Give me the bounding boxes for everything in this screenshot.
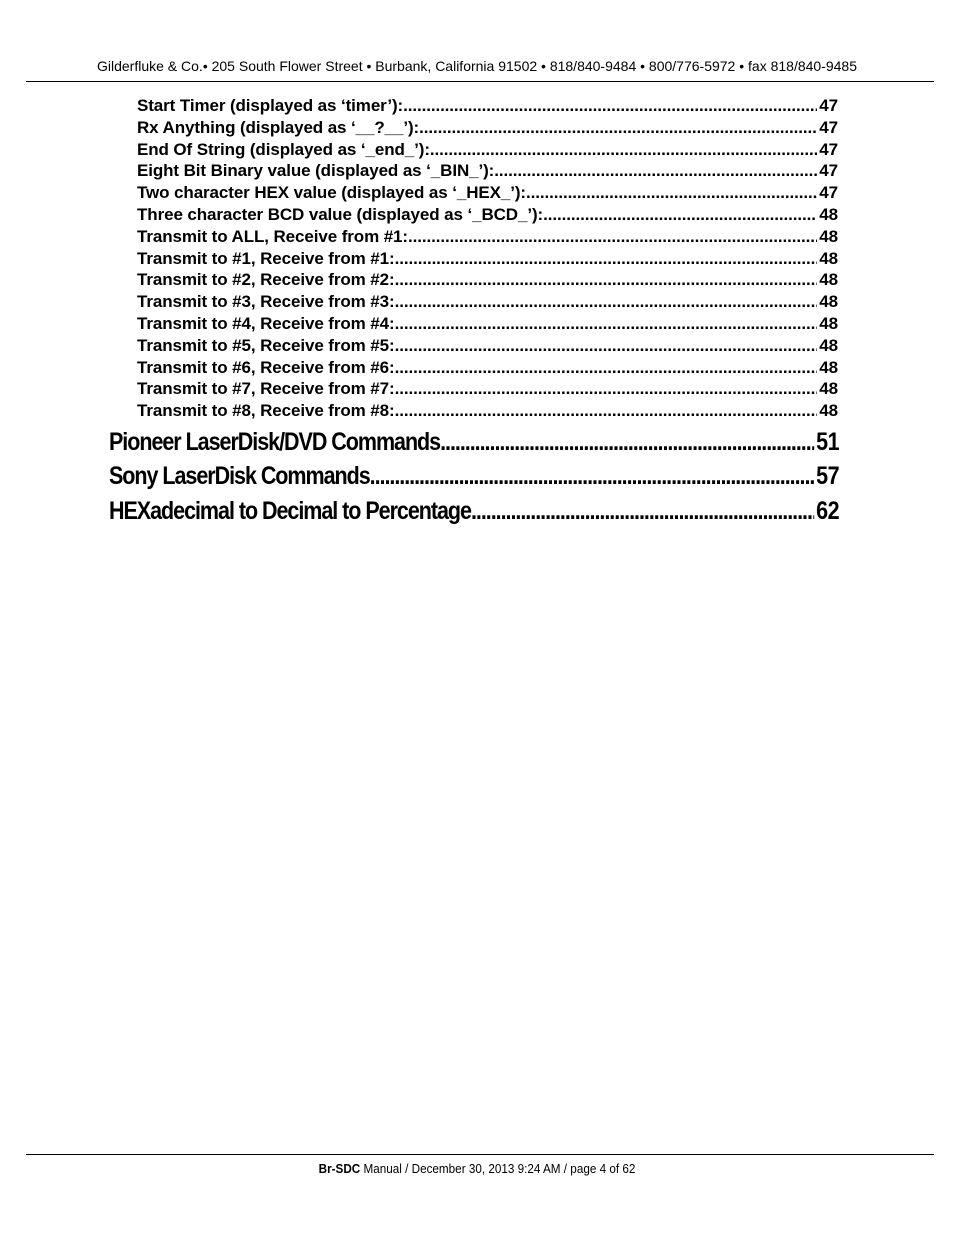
toc-entry[interactable]: [137, 378, 838, 400]
toc-leader-dots: [526, 182, 817, 204]
toc-entry[interactable]: [137, 400, 838, 422]
toc-entry-label: Transmit to #1, Receive from #1:: [137, 248, 395, 268]
footer-divider: [26, 1154, 934, 1155]
toc-entry[interactable]: [137, 117, 838, 139]
page-footer: [48, 1161, 907, 1177]
toc-section-page: 62: [816, 496, 840, 525]
toc-entry-page: 48: [819, 248, 838, 268]
toc-entry[interactable]: [137, 182, 838, 204]
toc-entry-label: Transmit to ALL, Receive from #1:: [137, 226, 408, 246]
toc-entry-page: 48: [819, 313, 838, 333]
toc-entry-label: Rx Anything (displayed as ‘__?__’):: [137, 117, 420, 137]
toc-entry-page: 48: [819, 357, 838, 377]
table-of-contents: [0, 95, 954, 528]
toc-entry-label: End Of String (displayed as ‘_end_’):: [137, 139, 430, 159]
toc-section-label: Sony LaserDisk Commands: [109, 462, 370, 491]
toc-leader-dots: [370, 459, 815, 494]
toc-entry-label: Two character HEX value (displayed as ‘_HEX_’):: [137, 183, 526, 203]
toc-entry-page: 48: [819, 226, 838, 246]
toc-entry[interactable]: [137, 95, 838, 117]
toc-entry[interactable]: [137, 335, 838, 357]
toc-entry-page: 47: [819, 139, 838, 159]
toc-leader-dots: [395, 248, 818, 270]
toc-entry-label: Eight Bit Binary value (displayed as ‘_BIN_’):: [137, 161, 495, 181]
toc-entry[interactable]: [137, 139, 838, 161]
toc-entry-page: 48: [819, 292, 838, 312]
toc-leader-dots: [440, 425, 814, 460]
toc-entry-page: 48: [819, 270, 838, 290]
toc-entry-page: 48: [819, 401, 838, 421]
toc-section-page: 51: [816, 427, 840, 456]
toc-leader-dots: [494, 160, 817, 182]
toc-leader-dots: [395, 291, 818, 313]
toc-entry-page: 47: [819, 117, 838, 137]
toc-entry-page: 47: [819, 183, 838, 203]
toc-entry-page: 47: [819, 161, 838, 181]
toc-entry[interactable]: [137, 248, 838, 270]
toc-leader-dots: [419, 117, 817, 139]
toc-entry[interactable]: [137, 357, 838, 379]
toc-leader-dots: [543, 204, 817, 226]
toc-entry[interactable]: [137, 160, 838, 182]
toc-entry[interactable]: [137, 204, 838, 226]
toc-entry-label: Transmit to #2, Receive from #2:: [137, 270, 395, 290]
toc-leader-dots: [408, 226, 817, 248]
toc-leader-dots: [403, 95, 817, 117]
footer-product-name: Br-SDC: [318, 1161, 361, 1176]
toc-entry[interactable]: [137, 269, 838, 291]
toc-section-label: HEXadecimal to Decimal to Percentage: [109, 496, 471, 525]
toc-entry[interactable]: [137, 226, 838, 248]
toc-leader-dots: [471, 494, 814, 529]
toc-entry-label: Transmit to #5, Receive from #5:: [137, 335, 395, 355]
toc-leader-dots: [430, 139, 817, 161]
toc-leader-dots: [395, 313, 818, 335]
header-divider: [26, 81, 934, 82]
toc-entry-label: Transmit to #6, Receive from #6:: [137, 357, 395, 377]
toc-section-entry[interactable]: [109, 494, 839, 529]
toc-entry-page: 48: [819, 335, 838, 355]
toc-entry-page: 48: [819, 379, 838, 399]
toc-section-label: Pioneer LaserDisk/DVD Commands: [109, 427, 441, 456]
toc-leader-dots: [395, 269, 818, 291]
toc-entry-label: Transmit to #7, Receive from #7:: [137, 379, 395, 399]
toc-entry-label: Start Timer (displayed as ‘timer’):: [137, 96, 404, 115]
footer-text: Manual / December 30, 2013 9:24 AM / page 4 of 62: [360, 1161, 636, 1176]
page-header: [0, 57, 954, 75]
toc-leader-dots: [395, 357, 818, 379]
toc-entry-label: Transmit to #8, Receive from #8:: [137, 401, 395, 421]
header-contact-text: Gilderfluke & Co.• 205 South Flower Street • Burbank, California 91502 • 818/840-9484 • 800/776-5972 • fax 818/840-9485: [97, 58, 857, 74]
toc-leader-dots: [395, 400, 818, 422]
toc-entry[interactable]: [137, 291, 838, 313]
toc-entry-label: Three character BCD value (displayed as ‘_BCD_’):: [137, 204, 544, 224]
toc-leader-dots: [395, 335, 818, 357]
toc-section-page: 57: [816, 462, 840, 491]
toc-entry-page: 48: [819, 204, 838, 224]
toc-entry-label: Transmit to #3, Receive from #3:: [137, 292, 395, 312]
toc-section-entry[interactable]: [109, 425, 839, 460]
toc-section-entry[interactable]: [109, 459, 839, 494]
toc-leader-dots: [395, 378, 818, 400]
toc-entry-label: Transmit to #4, Receive from #4:: [137, 313, 395, 333]
toc-entry-page: 47: [819, 96, 838, 115]
toc-entry[interactable]: [137, 313, 838, 335]
